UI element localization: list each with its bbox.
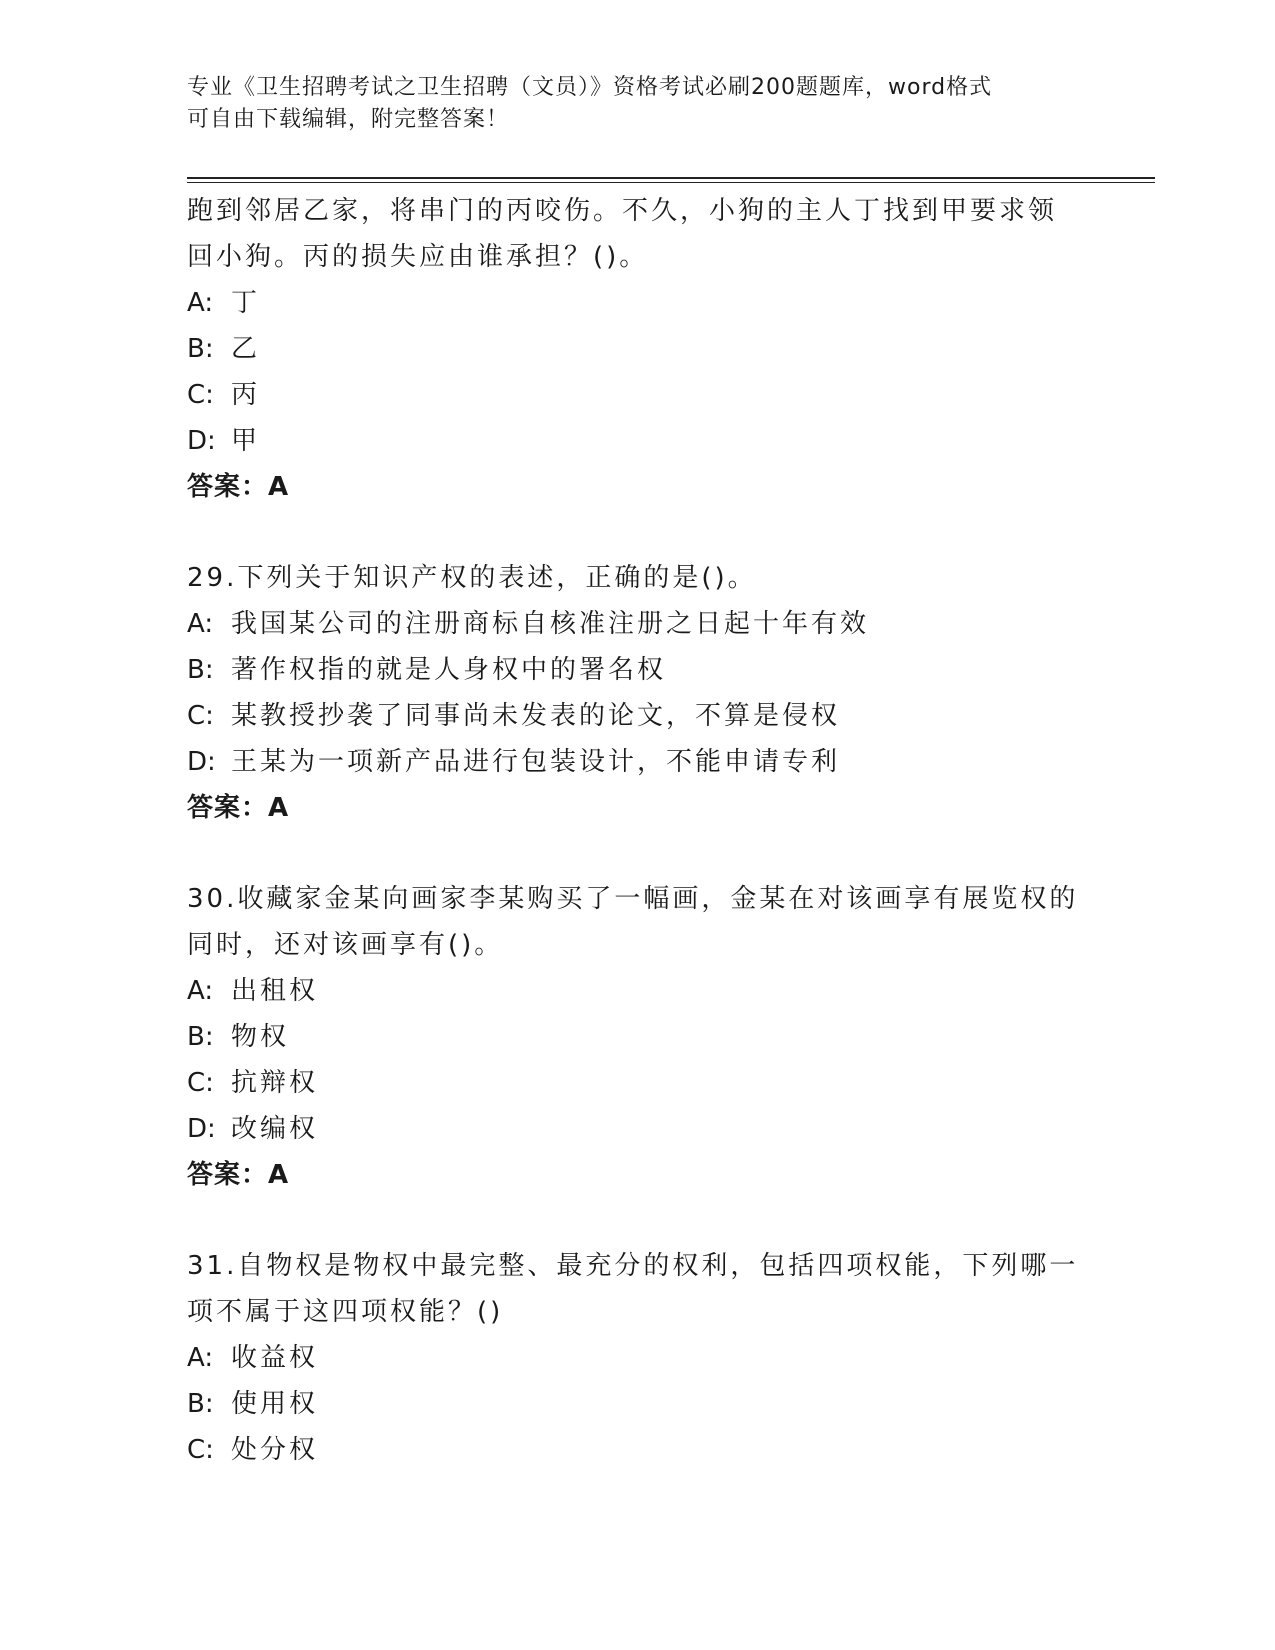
option-text: 物权 (231, 1022, 290, 1052)
option-d (187, 1106, 1087, 1152)
option-text: 出租权 (231, 976, 319, 1006)
option-text: 改编权 (231, 1114, 319, 1144)
option-text: 我国某公司的注册商标自核准注册之日起十年有效 (231, 609, 870, 639)
option-letter: B: (187, 655, 214, 685)
question-stem: 同时，还对该画享有()。 (187, 930, 504, 960)
option-text: 乙 (231, 334, 261, 364)
header-divider-thick (187, 177, 1155, 179)
option-a (187, 601, 1087, 647)
option-letter: D: (187, 1114, 216, 1144)
option-letter: C: (187, 380, 214, 410)
option-c (187, 693, 1087, 739)
option-text: 使用权 (231, 1389, 319, 1419)
document-header (187, 72, 1077, 136)
option-text: 王某为一项新产品进行包装设计，不能申请专利 (231, 747, 841, 777)
answer-line: 答案：A (187, 793, 290, 823)
option-text: 丙 (231, 380, 261, 410)
option-d (187, 418, 1087, 464)
question-30 (187, 876, 1087, 1198)
option-letter: C: (187, 1068, 214, 1098)
answer-line: 答案：A (187, 472, 290, 502)
option-c (187, 372, 1087, 418)
question-stem: 29.下列关于知识产权的表述，正确的是()。 (187, 563, 757, 593)
question-spacer (187, 1198, 1087, 1243)
option-a (187, 280, 1087, 326)
option-a (187, 1335, 1087, 1381)
question-stem: 回小狗。丙的损失应由谁承担？()。 (187, 242, 649, 272)
option-c (187, 1060, 1087, 1106)
option-b (187, 1014, 1087, 1060)
question-29 (187, 555, 1087, 831)
option-b (187, 1381, 1087, 1427)
option-d (187, 739, 1087, 785)
header-divider-thin (187, 182, 1155, 183)
option-b (187, 647, 1087, 693)
option-letter: A: (187, 1343, 214, 1373)
question-list (187, 188, 1087, 1473)
option-b (187, 326, 1087, 372)
option-text: 甲 (231, 426, 261, 456)
option-letter: A: (187, 609, 214, 639)
option-letter: B: (187, 334, 214, 364)
option-letter: A: (187, 976, 214, 1006)
option-letter: D: (187, 426, 216, 456)
question-spacer (187, 510, 1087, 555)
option-c (187, 1427, 1087, 1473)
option-letter: A: (187, 288, 214, 318)
option-letter: D: (187, 747, 216, 777)
option-letter: C: (187, 1435, 214, 1465)
option-text: 处分权 (231, 1435, 319, 1465)
question-stem: 跑到邻居乙家，将串门的丙咬伤。不久，小狗的主人丁找到甲要求领 (187, 196, 1058, 226)
header-title-line-1: 专业《卫生招聘考试之卫生招聘（文员）》资格考试必刷200题题库，word格式 (187, 75, 993, 100)
option-text: 收益权 (231, 1343, 319, 1373)
answer-line: 答案：A (187, 1160, 290, 1190)
option-text: 著作权指的就是人身权中的署名权 (231, 655, 667, 685)
option-text: 丁 (231, 288, 261, 318)
option-letter: C: (187, 701, 214, 731)
option-letter: B: (187, 1022, 214, 1052)
question-31 (187, 1243, 1087, 1473)
option-text: 某教授抄袭了同事尚未发表的论文，不算是侵权 (231, 701, 841, 731)
option-a (187, 968, 1087, 1014)
question-28 (187, 188, 1087, 510)
question-stem: 31.自物权是物权中最完整、最充分的权利，包括四项权能，下列哪一 (187, 1251, 1079, 1281)
header-title-line-2: 可自由下载编辑，附完整答案！ (187, 107, 510, 132)
option-letter: B: (187, 1389, 214, 1419)
question-spacer (187, 831, 1087, 876)
question-stem: 30.收藏家金某向画家李某购买了一幅画，金某在对该画享有展览权的 (187, 884, 1079, 914)
option-text: 抗辩权 (231, 1068, 319, 1098)
question-stem: 项不属于这四项权能？() (187, 1297, 504, 1327)
